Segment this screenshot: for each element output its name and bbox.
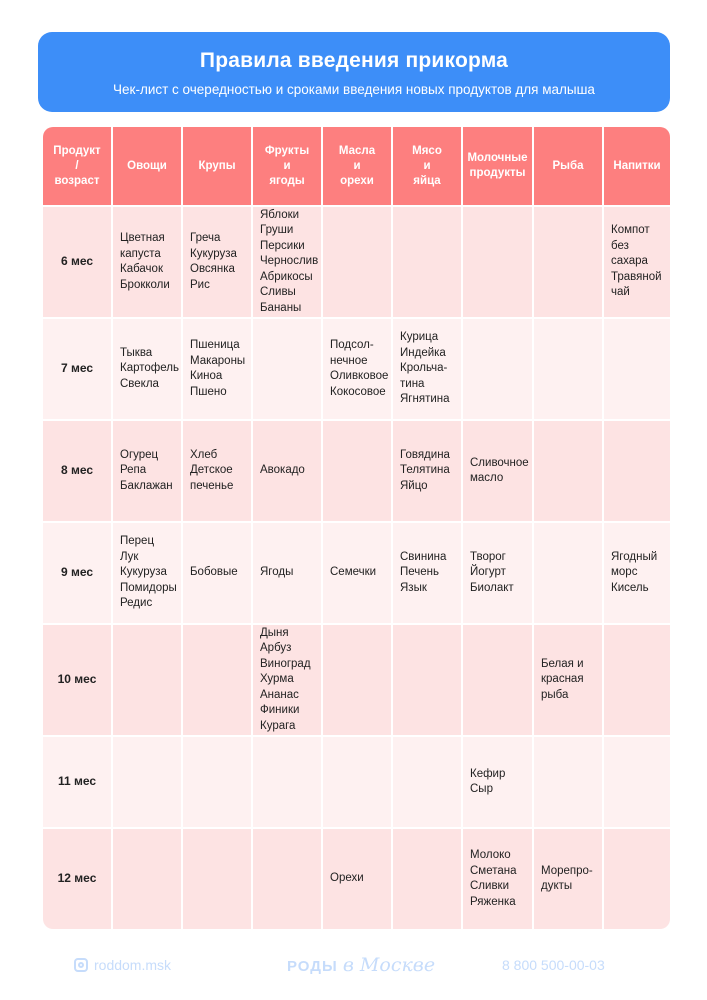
column-header-label: Напитки xyxy=(613,159,661,172)
cell-item: Баклажан xyxy=(120,479,173,492)
column-header-label: Крупы xyxy=(198,159,236,172)
table-cell xyxy=(323,207,393,319)
age-cell: 7 мес xyxy=(43,319,113,421)
cell-item: нечное xyxy=(330,354,368,367)
age-cell: 11 мес xyxy=(43,737,113,829)
cell-item: Киноа xyxy=(190,370,223,382)
page-title: Правила введения прикорма xyxy=(199,49,509,72)
feeding-table-container xyxy=(43,127,670,929)
table-cell xyxy=(393,625,463,737)
column-header-label: ягоды xyxy=(269,174,305,187)
cell-item: Молоко xyxy=(470,849,511,861)
table-cell xyxy=(534,625,604,737)
logo-text: РОДЫ xyxy=(287,958,338,975)
table-cell xyxy=(534,207,604,319)
cell-item: Бобовые xyxy=(190,566,238,579)
column-header-label: орехи xyxy=(340,174,374,187)
table-cell xyxy=(113,829,183,929)
table-cell xyxy=(604,319,670,421)
column-header xyxy=(463,127,534,207)
cell-item: Финики xyxy=(260,704,300,717)
cell-item: Хурма xyxy=(260,673,294,686)
table-cell xyxy=(113,625,183,737)
column-header-label: и xyxy=(423,159,431,172)
cell-item: тина xyxy=(400,377,425,390)
table-cell xyxy=(253,829,323,929)
table-cell xyxy=(323,523,393,625)
instagram-icon xyxy=(74,958,88,972)
cell-item: Творог xyxy=(470,550,506,563)
cell-item: Брокколи xyxy=(120,278,170,291)
instagram-handle: roddom.msk xyxy=(94,957,172,973)
cell-item: Курага xyxy=(260,719,296,732)
age-cell: 9 мес xyxy=(43,523,113,625)
age-cell: 12 мес xyxy=(43,829,113,929)
table-row xyxy=(43,829,670,929)
cell-item: Компот xyxy=(611,224,650,237)
cell-item: Кабачок xyxy=(120,263,163,275)
cell-item: дукты xyxy=(541,880,573,892)
cell-item: красная xyxy=(541,673,584,686)
table-body xyxy=(43,207,670,929)
table-cell xyxy=(323,829,393,929)
cell-item: Орехи xyxy=(330,872,364,885)
table-cell xyxy=(183,421,253,523)
table-cell xyxy=(534,319,604,421)
cell-item: Кефир xyxy=(470,767,506,780)
table-cell xyxy=(253,737,323,829)
table-cell xyxy=(253,319,323,421)
table-cell xyxy=(463,829,534,929)
column-header-label: продукты xyxy=(469,167,526,179)
table-header-row xyxy=(43,127,670,207)
cell-item: Виноград xyxy=(260,657,311,670)
column-header xyxy=(113,127,183,207)
table-cell xyxy=(463,523,534,625)
table-cell xyxy=(253,625,323,737)
cell-item: Пшено xyxy=(190,385,227,398)
cell-item: Кокосовое xyxy=(330,385,386,398)
table-cell xyxy=(113,523,183,625)
column-header-label: Молочные xyxy=(467,152,528,164)
table-cell xyxy=(393,523,463,625)
table-cell xyxy=(323,319,393,421)
table-cell xyxy=(393,421,463,523)
column-header xyxy=(604,127,670,207)
cell-item: Ягоды xyxy=(260,566,294,579)
cell-item: Хлеб xyxy=(190,448,218,461)
table-row xyxy=(43,421,670,523)
column-header-label: Продукт xyxy=(53,144,101,157)
table-row xyxy=(43,207,670,319)
cell-item: Лук xyxy=(120,550,139,563)
cell-item: Ананас xyxy=(260,688,299,701)
table-cell xyxy=(323,737,393,829)
cell-item: Ряженка xyxy=(470,895,516,908)
page-footer xyxy=(0,948,707,982)
cell-item: Кукуруза xyxy=(190,247,237,260)
cell-item: Подсол- xyxy=(330,339,374,351)
table-cell xyxy=(604,737,670,829)
column-header xyxy=(534,127,604,207)
page-subtitle: Чек-лист с очередностью и сроками введения новых продуктов для малыша xyxy=(113,82,595,97)
logo-script: в Москве xyxy=(342,954,436,976)
cell-item: печенье xyxy=(190,479,234,492)
table-cell xyxy=(604,829,670,929)
cell-item: без сахара xyxy=(611,239,648,268)
table-cell xyxy=(463,737,534,829)
table-cell xyxy=(604,523,670,625)
table-row xyxy=(43,737,670,829)
cell-item: Травяной xyxy=(611,270,662,283)
cell-item: рыба xyxy=(541,688,569,701)
table-cell xyxy=(183,829,253,929)
table-cell xyxy=(253,421,323,523)
column-header-label: Масла xyxy=(338,144,376,157)
table-cell xyxy=(113,207,183,319)
table-row xyxy=(43,625,670,737)
cell-item: Сыр xyxy=(470,783,493,795)
table-cell xyxy=(113,421,183,523)
cell-item: Перец xyxy=(120,535,155,548)
cell-item: Ягнятина xyxy=(400,393,450,406)
cell-item: Бананы xyxy=(260,301,302,314)
cell-item: Йогурт xyxy=(470,566,506,579)
cell-item: Оливковое xyxy=(330,370,389,382)
table-cell xyxy=(113,737,183,829)
cell-item: Сметана xyxy=(470,864,517,877)
instagram-link[interactable] xyxy=(74,957,171,973)
table-cell xyxy=(393,737,463,829)
page-header xyxy=(38,32,670,112)
table-row xyxy=(43,319,670,421)
cell-item: Чернослив xyxy=(260,255,319,268)
cell-item: Репа xyxy=(120,464,147,477)
cell-item: Семечки xyxy=(330,566,377,579)
cell-item: Сливы xyxy=(260,286,296,299)
cell-item: Сливочное xyxy=(470,456,529,469)
cell-item: Авокадо xyxy=(260,464,305,477)
column-header-label: Фрукты xyxy=(264,144,310,157)
cell-item: Кукуруза xyxy=(120,566,167,579)
cell-item: Свекла xyxy=(120,377,159,390)
table-cell xyxy=(183,207,253,319)
cell-item: Телятина xyxy=(400,464,450,477)
column-header-label: и xyxy=(283,159,291,172)
cell-item: Белая и xyxy=(541,657,584,670)
column-header xyxy=(253,127,323,207)
age-cell: 8 мес xyxy=(43,421,113,523)
cell-item: Язык xyxy=(400,581,427,594)
column-header-label: яйца xyxy=(413,174,441,187)
cell-item: капуста xyxy=(120,247,161,260)
column-header-label: / xyxy=(75,159,79,172)
column-header xyxy=(183,127,253,207)
table-cell xyxy=(323,421,393,523)
cell-item: Морепро- xyxy=(541,864,593,877)
cell-item: Макароны xyxy=(190,354,246,367)
table-cell xyxy=(604,207,670,319)
cell-item: Печень xyxy=(400,566,440,579)
cell-item: Помидоры xyxy=(120,581,177,594)
cell-item: Абрикосы xyxy=(260,270,313,283)
cell-item: Дыня xyxy=(260,626,289,639)
table-cell xyxy=(183,523,253,625)
column-header xyxy=(323,127,393,207)
cell-item: Тыква xyxy=(120,346,153,359)
cell-item: Крольча- xyxy=(400,362,448,375)
cell-item: Груши xyxy=(260,224,294,237)
table-cell xyxy=(463,421,534,523)
cell-item: Яблоки xyxy=(260,208,300,221)
table-row xyxy=(43,523,670,625)
table-cell xyxy=(253,207,323,319)
table-cell xyxy=(604,625,670,737)
table-cell xyxy=(113,319,183,421)
column-header xyxy=(393,127,463,207)
table-cell xyxy=(534,829,604,929)
cell-item: чай xyxy=(611,286,630,299)
cell-item: масло xyxy=(470,472,504,484)
cell-item: Греча xyxy=(190,232,221,244)
column-header-label: Мясо xyxy=(412,144,442,157)
table-cell xyxy=(604,421,670,523)
cell-item: Цветная xyxy=(120,232,165,244)
table-cell xyxy=(534,421,604,523)
age-cell: 10 мес xyxy=(43,625,113,737)
column-header-label: возраст xyxy=(54,174,100,187)
table-cell xyxy=(183,319,253,421)
cell-item: Огурец xyxy=(120,448,159,461)
table-cell xyxy=(183,737,253,829)
cell-item: морс xyxy=(611,566,638,579)
table-cell xyxy=(323,625,393,737)
table-cell xyxy=(393,207,463,319)
cell-item: Биолакт xyxy=(470,581,514,594)
cell-item: Овсянка xyxy=(190,263,235,275)
cell-item: Сливки xyxy=(470,880,510,892)
table-cell xyxy=(534,737,604,829)
table-cell xyxy=(253,523,323,625)
cell-item: Редис xyxy=(120,597,153,610)
table-cell xyxy=(463,319,534,421)
table-cell xyxy=(534,523,604,625)
table-cell xyxy=(393,829,463,929)
cell-item: Говядина xyxy=(400,448,450,461)
cell-item: Пшеница xyxy=(190,339,240,351)
phone-number[interactable]: 8 800 500-00-03 xyxy=(502,957,605,973)
table-cell xyxy=(463,625,534,737)
column-header-label: Рыба xyxy=(552,159,584,172)
table-cell xyxy=(463,207,534,319)
cell-item: Кисель xyxy=(611,581,649,594)
cell-item: Свинина xyxy=(400,550,447,563)
cell-item: Арбуз xyxy=(260,642,292,655)
cell-item: Рис xyxy=(190,278,210,291)
brand-logo xyxy=(287,954,435,976)
cell-item: Яйцо xyxy=(400,479,428,492)
column-header-label: и xyxy=(353,159,361,172)
cell-item: Ягодный xyxy=(611,550,658,563)
cell-item: Персики xyxy=(260,239,305,252)
cell-item: Курица xyxy=(400,331,439,344)
table-cell xyxy=(183,625,253,737)
cell-item: Индейка xyxy=(400,346,446,359)
cell-item: Детское xyxy=(190,464,233,477)
column-header xyxy=(43,127,113,207)
table-cell xyxy=(393,319,463,421)
column-header-label: Овощи xyxy=(127,159,167,172)
feeding-table xyxy=(43,127,670,929)
cell-item: Картофель xyxy=(120,362,179,375)
age-cell: 6 мес xyxy=(43,207,113,319)
